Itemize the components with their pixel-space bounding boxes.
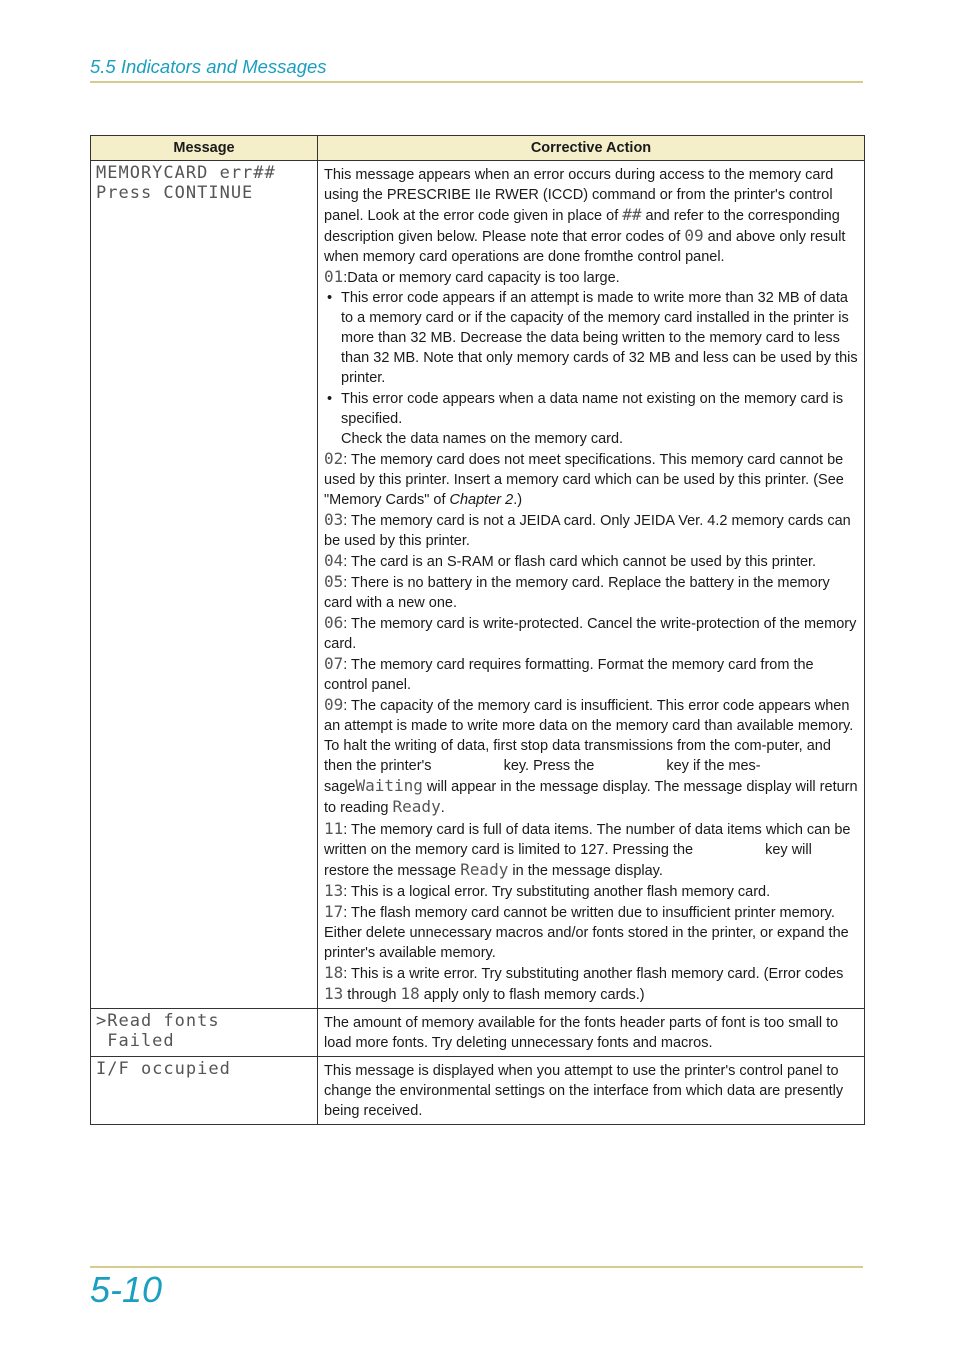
error-code: 01 [324, 267, 344, 287]
error-11-entry: 11: The memory card is full of data items. The number of data items which can be written on the memory card is limited to 127. Pressing the key will restore the message Ready in the message display. [324, 818, 851, 879]
error-code: 11 [324, 818, 344, 838]
message-cell [91, 1008, 318, 1056]
display-text: Waiting [355, 776, 423, 796]
error-05-entry: 05: There is no battery in the memory card. Replace the battery in the memory card with a new one. [324, 571, 830, 611]
column-header-message: Message [91, 136, 318, 161]
error-code: 05 [324, 571, 344, 591]
error-code: 13 [324, 983, 344, 1003]
error-code: 18 [400, 983, 420, 1003]
error-code: ## [622, 205, 642, 225]
message-line: >Read fonts [96, 1010, 220, 1031]
error-code: 06 [324, 613, 344, 633]
display-text: Ready [392, 797, 441, 817]
action-cell [318, 161, 865, 1009]
error-13-entry: 13: This is a logical error. Try substituting another flash memory card. [324, 880, 771, 900]
display-text: Ready [460, 859, 509, 879]
error-code: 07 [324, 654, 344, 674]
message-line: MEMORYCARD err## [96, 163, 276, 183]
action-cell: The amount of memory available for the fonts header parts of font is too small to load more fonts. Try deleting unnecessary fonts and macros. [318, 1008, 865, 1056]
message-line: Press CONTINUE [96, 183, 254, 203]
error-17-entry: 17: The flash memory card cannot be written due to insufficient printer memory. Either delete unnecessary macros and/or fonts stored in the printer, or expand the printer's available memory. [324, 901, 849, 961]
footer-rule [90, 1266, 863, 1268]
action-cell: This message is displayed when you attempt to use the printer's control panel to change the environmental settings on the interface from which data are presently being received. [318, 1057, 865, 1125]
table-header-row [91, 136, 865, 161]
error-18-entry: 18: This is a write error. Try substituting another flash memory card. (Error codes 13 through 18 apply only to flash memory cards.) [324, 962, 844, 1003]
error-04-entry: 04: The card is an S-RAM or flash card which cannot be used by this printer. [324, 550, 817, 570]
error-code: 04 [324, 550, 344, 570]
error-code: 03 [324, 509, 344, 529]
error-code: 18 [324, 962, 344, 982]
message-cell [91, 1057, 318, 1125]
error-code: 13 [324, 880, 344, 900]
error-code: 17 [324, 901, 344, 921]
error-07-entry: 07: The memory card requires formatting. Format the memory card from the control panel. [324, 654, 814, 694]
error-code: 09 [684, 226, 704, 246]
table-row [91, 1057, 865, 1125]
chapter-reference: Chapter 2 [449, 491, 514, 508]
bullet-continuation: Check the data names on the memory card. [341, 430, 624, 447]
column-header-corrective-action: Corrective Action [318, 136, 865, 161]
error-01-entry: 01:Data or memory card capacity is too large. [324, 267, 620, 287]
message-line: I/F occupied [96, 1059, 231, 1080]
error-06-entry: 06: The memory card is write-protected. Cancel the write-protection of the memory card. [324, 613, 857, 653]
table-row [91, 161, 865, 1009]
intro-paragraph: This message appears when an error occurs during access to the memory card using the PRESCRIBE IIe RWER (ICCD) command or from the printer's control panel. Look at the error code given in place of ## and refer to the corresponding description given below. Please note that error codes of 09 and above only result when memory card operations are done fromthe control panel. [324, 167, 846, 266]
message-line: Failed [96, 1030, 175, 1051]
section-title: 5.5 Indicators and Messages [90, 56, 327, 77]
error-09-entry: 09: The capacity of the memory card is insufficient. This error code appears when an attempt is made to write more data on the memory card than available memory. To halt the writing of data, first stop data transmissions from the com-puter, and then the printer's key. Press the key if the mes-sageWaiting will appear in the message display. The message display will return to reading Ready. [324, 695, 858, 817]
error-03-entry: 03: The memory card is not a JEIDA card. Only JEIDA Ver. 4.2 memory cards can be used by this printer. [324, 509, 851, 549]
error-02-entry: 02: The memory card does not meet specifications. This memory card cannot be used by this printer. Insert a memory card which can be used by this printer. (See "Memory Cards" of Chapter 2.) [324, 448, 844, 508]
message-cell [91, 161, 318, 1009]
table-row [91, 1008, 865, 1056]
bullet-item: • This error code appears if an attempt is made to write more than 32 MB of data to a memory card or if the capacity of the memory card installed in the printer is more than 32 MB. Decrease the data being written to the memory card to less than 32 MB. Note that only memory cards of 32 MB and less can be used by this printer. [324, 288, 858, 388]
messages-table [90, 135, 865, 1125]
error-code: 02 [324, 448, 344, 468]
bullet-item: • This error code appears when a data name not existing on the memory card is specified. [324, 389, 858, 429]
header-rule [90, 81, 863, 83]
page-number: 5-10 [90, 1269, 163, 1310]
error-code: 09 [324, 695, 344, 715]
